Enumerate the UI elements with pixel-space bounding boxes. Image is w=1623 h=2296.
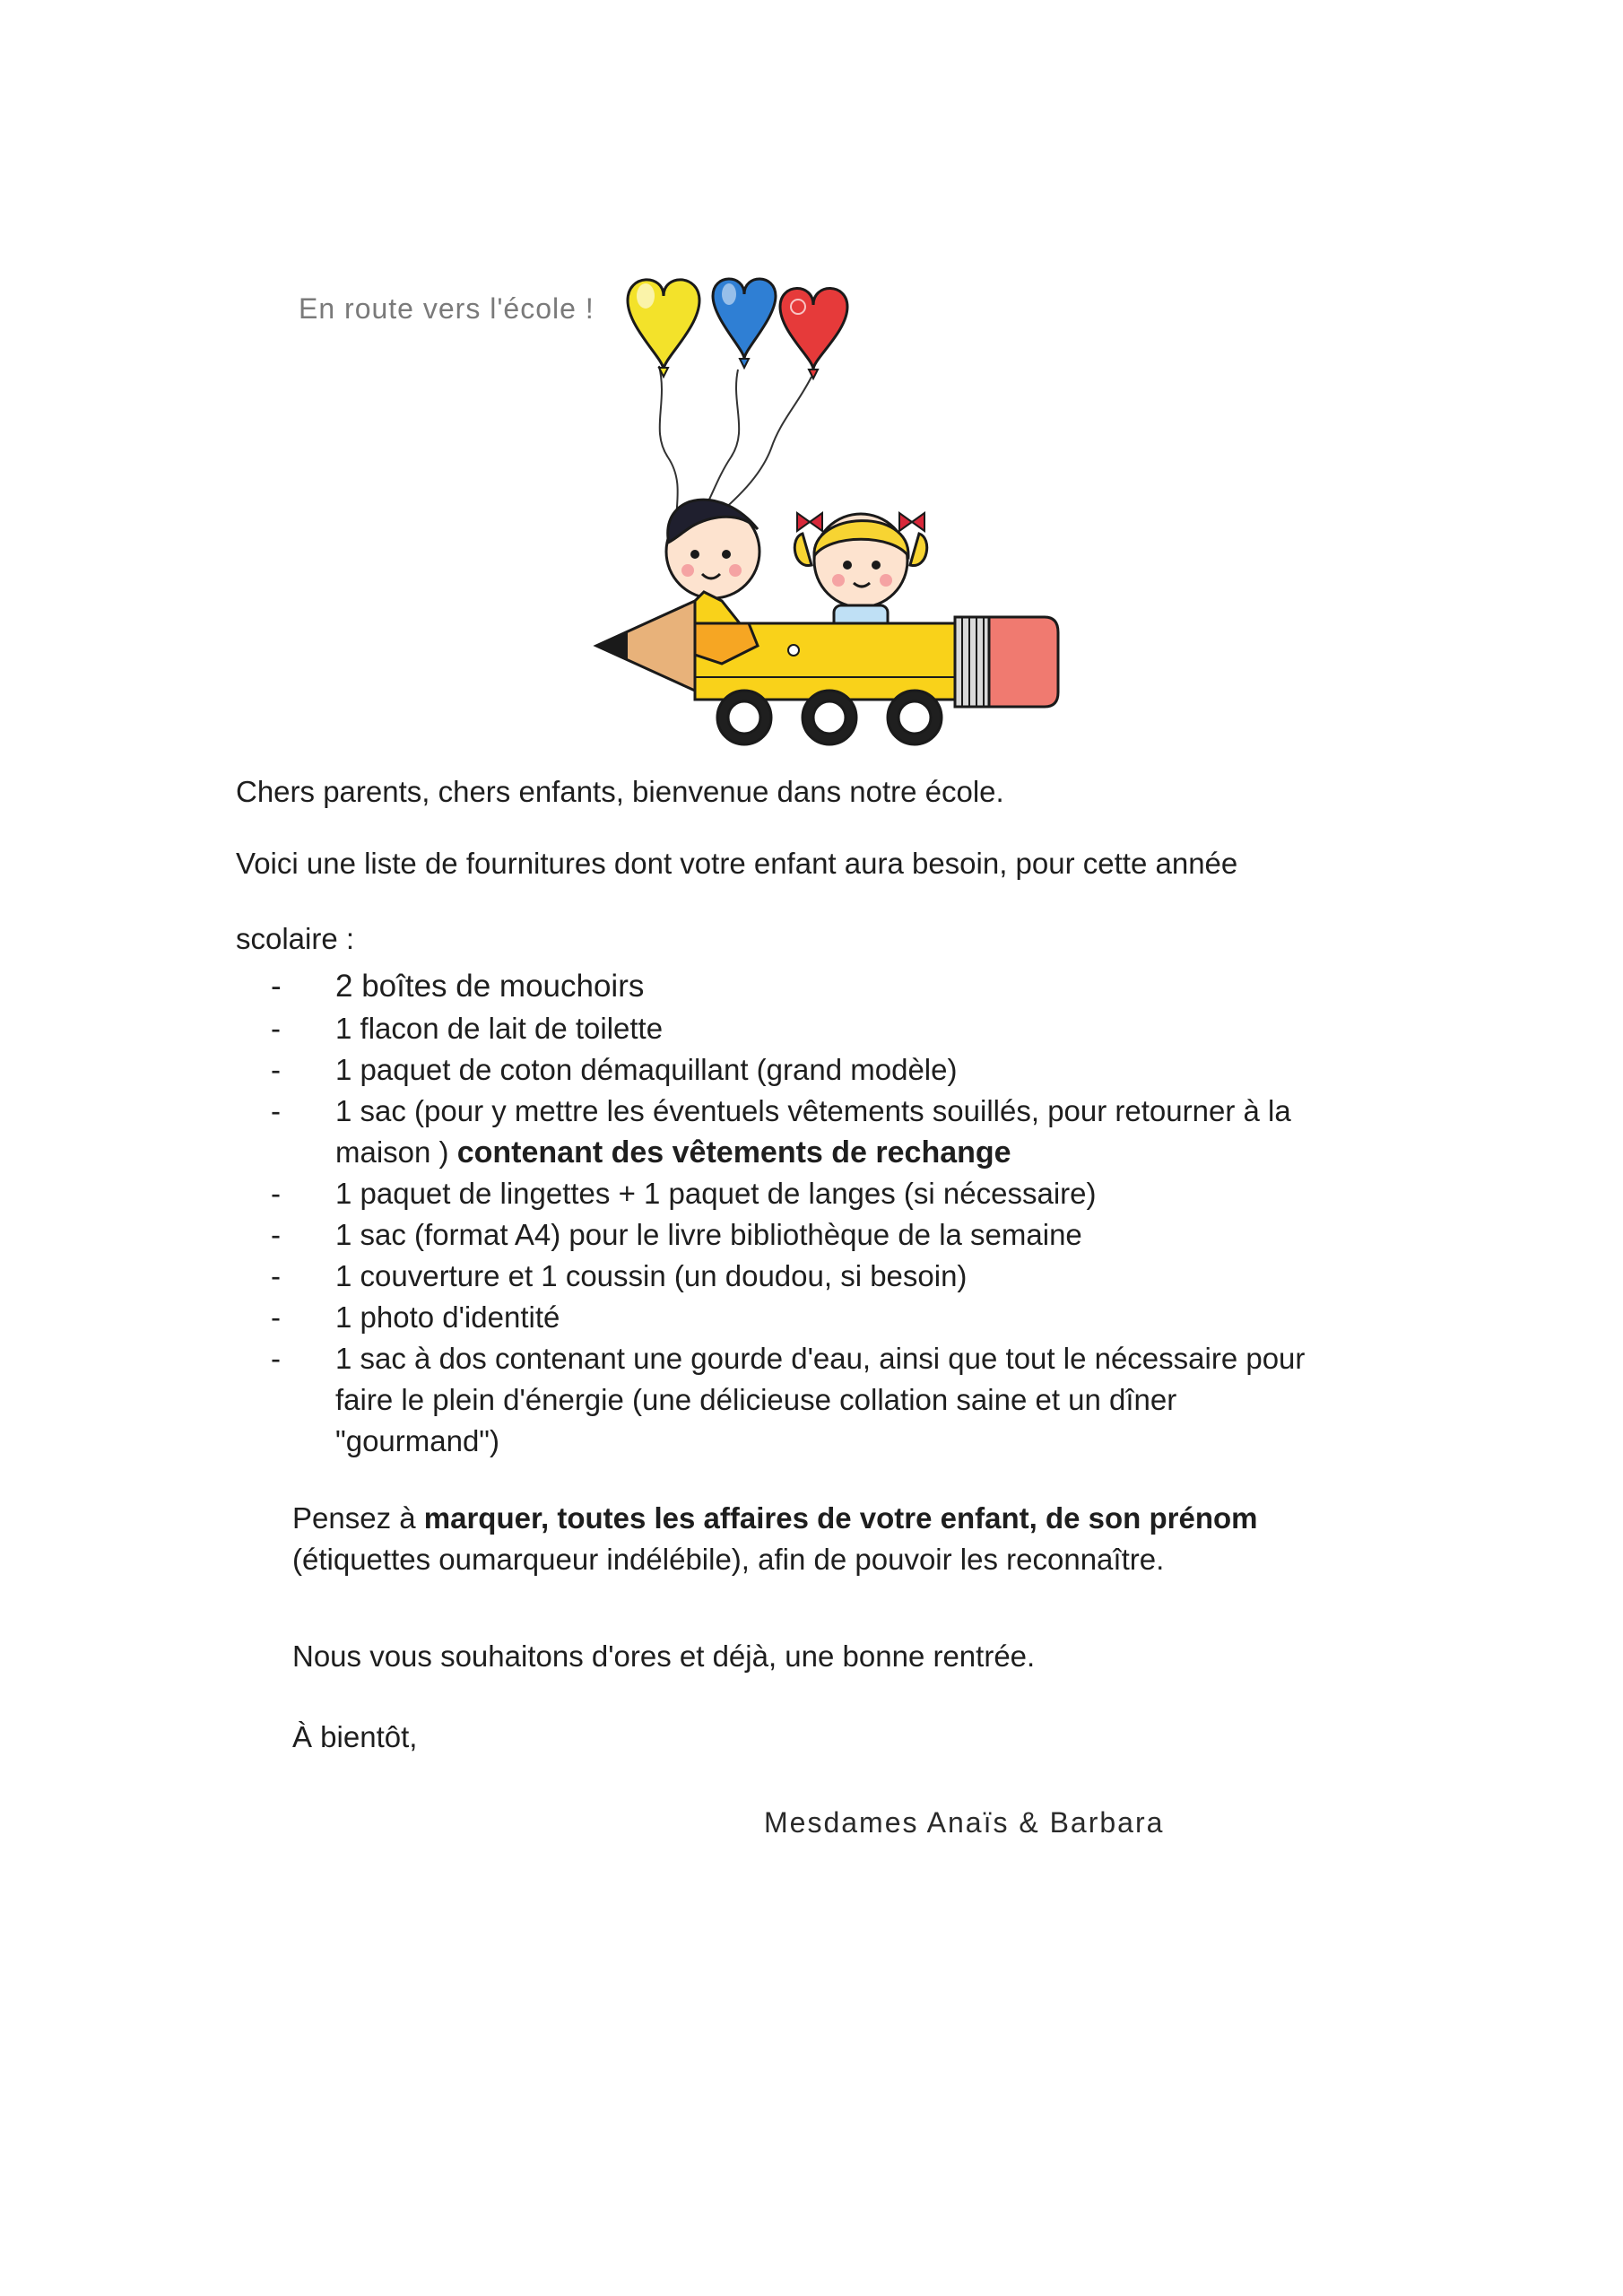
list-item-text: 1 flacon de lait de toilette	[335, 1012, 664, 1045]
list-bullet: -	[271, 1342, 281, 1375]
list-item	[0, 1091, 1623, 1173]
list-bullet: -	[271, 1259, 281, 1292]
list-bullet: -	[271, 1053, 281, 1086]
list-bullet: -	[271, 1300, 281, 1334]
list-bullet: -	[271, 1094, 281, 1127]
intro-text-line-2: scolaire :	[236, 922, 355, 955]
list-item	[0, 1256, 1623, 1297]
wishes-text: Nous vous souhaitons d'ores et déjà, une bonne rentrée.	[292, 1639, 1036, 1673]
list-bullet: -	[271, 1218, 281, 1251]
list-item-text: 1 couverture et 1 coussin (un doudou, si besoin)	[335, 1259, 968, 1292]
list-item	[0, 1338, 1623, 1462]
intro-text-line-1: Voici une liste de fournitures dont votre enfant aura besoin, pour cette année	[236, 847, 1238, 880]
list-item	[0, 1214, 1623, 1256]
list-item	[0, 1008, 1623, 1049]
reminder-line-2: (étiquettes oumarqueur indélébile), afin de pouvoir les reconnaître.	[292, 1543, 1165, 1576]
list-item-emphasis: contenant des vêtements de rechange	[456, 1135, 1011, 1170]
list-item	[0, 1297, 1623, 1338]
reminder-emphasis: marquer, toutes les affaires de votre enfant, de son prénom	[423, 1501, 1258, 1535]
list-item-text: 1 paquet de coton démaquillant (grand modèle)	[335, 1053, 958, 1086]
list-item-text-continued	[335, 1132, 1623, 1173]
list-item-text: 1 photo d'identité	[335, 1300, 560, 1334]
pencil-car-kids-balloons-icon	[587, 269, 1072, 762]
list-item	[0, 1173, 1623, 1214]
list-item-text-continued: faire le plein d'énergie (une délicieuse collation saine et un dîner	[335, 1383, 1177, 1416]
reminder-start: Pensez à	[292, 1501, 424, 1535]
greeting-text: Chers parents, chers enfants, bienvenue dans notre école.	[236, 775, 1004, 808]
closing-text: À bientôt,	[292, 1720, 418, 1753]
list-item-text: 1 sac à dos contenant une gourde d'eau, ainsi que tout le nécessaire pour	[335, 1342, 1306, 1375]
reminder-text	[292, 1498, 1258, 1580]
list-bullet: -	[271, 1177, 281, 1210]
list-bullet: -	[271, 1012, 281, 1045]
list-item-text: 1 paquet de lingettes + 1 paquet de langes (si nécessaire)	[335, 1177, 1097, 1210]
list-item	[0, 1049, 1623, 1091]
signature: Mesdames Anaïs & Barbara	[764, 1806, 1165, 1839]
supply-list	[0, 965, 1623, 1462]
list-item-text: 1 sac (format A4) pour le livre bibliothèque de la semaine	[335, 1218, 1082, 1251]
list-item-text: 1 sac (pour y mettre les éventuels vêtements souillés, pour retourner à la	[335, 1094, 1291, 1127]
list-item-text: 2 boîtes de mouchoirs	[335, 969, 645, 1004]
list-item-text-start: maison )	[335, 1135, 457, 1169]
letter-title: En route vers l'école !	[299, 292, 595, 325]
list-bullet: -	[271, 969, 282, 1004]
list-item	[0, 965, 1623, 1008]
list-item-text-continued: "gourmand")	[335, 1424, 500, 1457]
